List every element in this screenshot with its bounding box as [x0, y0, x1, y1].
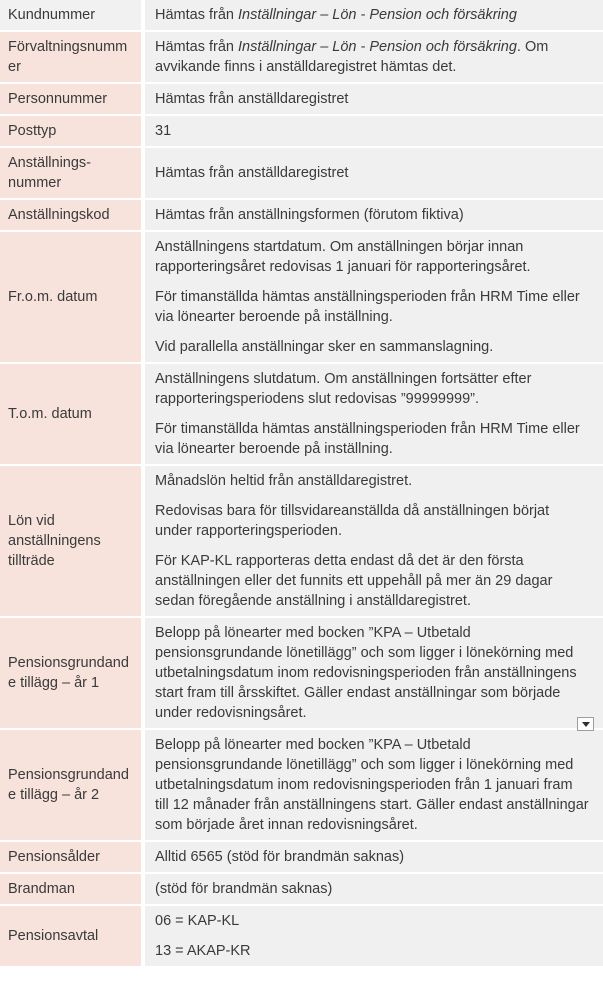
description-paragraph — [155, 5, 589, 25]
description-paragraph: Hämtas från anställdaregistret — [155, 165, 349, 181]
chevron-down-icon — [582, 722, 590, 727]
description-text: . Om avvikande finns i anställdaregistret hämtas det. — [155, 39, 549, 75]
row-label-cell — [0, 232, 141, 362]
description-paragraph: Anställningens slutdatum. Om anställningen fortsätter efter rapporteringsperiodens slut redovisas ”99999999”. — [155, 371, 532, 407]
row-description-cell — [145, 730, 603, 840]
description-paragraph: För KAP-KL rapporteras detta endast då det är den första anställningen eller det funnits ett uppehåll på mer än 29 dagar sedan föregående anställning i anställdaregistret. — [155, 553, 553, 609]
table-row-pensionsavtal — [0, 906, 603, 966]
row-description-cell — [145, 200, 603, 230]
row-description-cell — [145, 364, 603, 464]
description-paragraph: Vid parallella anställningar sker en sammanslagning. — [155, 339, 494, 355]
description-paragraph: Redovisas bara för tillsvidareanställda då anställningen börjat under rapporteringsperioden. — [155, 503, 550, 539]
row-label-cell — [0, 148, 141, 198]
row-label: Pensionsgrundande tillägg – år 1 — [8, 655, 129, 691]
row-label-cell — [0, 874, 141, 904]
description-paragraph: För timanställda hämtas anställningsperioden från HRM Time eller via lönearter beroende på inställning. — [155, 289, 580, 325]
row-description-cell — [145, 32, 603, 82]
description-paragraph: 13 = AKAP-KR — [155, 943, 251, 959]
row-label-cell — [0, 200, 141, 230]
description-paragraph: Hämtas från anställningsformen (förutom fiktiva) — [155, 207, 464, 223]
row-label-cell — [0, 0, 141, 30]
table-row-posttyp — [0, 116, 603, 146]
row-description-cell — [145, 148, 603, 198]
row-description-cell — [145, 466, 603, 616]
description-paragraph: 06 = KAP-KL — [155, 913, 240, 929]
description-paragraph: 31 — [155, 123, 172, 139]
row-description-cell — [145, 84, 603, 114]
row-label-cell — [0, 84, 141, 114]
description-paragraph: Hämtas från anställdaregistret — [155, 91, 349, 107]
row-label: Anställningskod — [8, 207, 110, 223]
row-label: Kundnummer — [8, 7, 96, 23]
row-label: Anställnings-nummer — [8, 155, 92, 191]
table-row-pensionsgrundande-tillagg-ar-2 — [0, 730, 603, 840]
description-text: Hämtas från — [155, 39, 238, 55]
row-description-cell — [145, 618, 603, 728]
row-label: Lön vid anställningens tillträde — [8, 513, 101, 569]
row-label-cell — [0, 730, 141, 840]
row-description-cell — [145, 874, 603, 904]
description-paragraph: För timanställda hämtas anställningsperioden från HRM Time eller via lönearter beroende på inställning. — [155, 421, 580, 457]
row-description-cell — [145, 116, 603, 146]
row-description-cell — [145, 232, 603, 362]
row-label-cell — [0, 842, 141, 872]
row-label-cell — [0, 618, 141, 728]
description-paragraph: Alltid 6565 (stöd för brandmän saknas) — [155, 849, 405, 865]
dropdown-button[interactable] — [577, 717, 594, 731]
table-row-pensionsgrundande-tillagg-ar-1 — [0, 618, 603, 728]
table-row-anstallningskod — [0, 200, 603, 230]
table-row-kundnummer — [0, 0, 603, 30]
row-label: T.o.m. datum — [8, 406, 92, 422]
description-paragraph: Belopp på lönearter med bocken ”KPA – Utbetald pensionsgrundande lönetillägg” och som ligger i lönekörning med utbetalningsdatum inom redovisningsperioden från 1 januari fram till 12 månader från anställningens start. Gäller endast anställningar som började året innan redovisningsåret. — [155, 737, 589, 833]
row-description-cell — [145, 842, 603, 872]
table-row-brandman — [0, 874, 603, 904]
row-label-cell — [0, 466, 141, 616]
description-paragraph: Månadslön heltid från anställdaregistret. — [155, 473, 413, 489]
row-label: Fr.o.m. datum — [8, 289, 98, 305]
description-italic-text: Inställningar – Lön - Pension och försäkring — [238, 7, 517, 23]
row-label-cell — [0, 364, 141, 464]
row-label: Pensionsavtal — [8, 928, 99, 944]
table-row-lon-vid-anstallningens-tilltrade — [0, 466, 603, 616]
description-paragraph: Belopp på lönearter med bocken ”KPA – Utbetald pensionsgrundande lönetillägg” och som ligger i lönekörning med utbetalningsdatum inom redovisningsperioden från anställningens start fram till årsskiftet. Gäller endast anställningar som började under redovisningsåret. — [155, 625, 577, 721]
table-row-anstallningsnummer — [0, 148, 603, 198]
table-row-personnummer — [0, 84, 603, 114]
description-paragraph: Anställningens startdatum. Om anställningen börjar innan rapporteringsåret redovisas 1 januari för rapporteringsåret. — [155, 239, 531, 275]
row-label: Förvaltningsnummer — [8, 39, 128, 75]
row-label: Brandman — [8, 881, 75, 897]
table-row-pensionsalder — [0, 842, 603, 872]
row-description-cell — [145, 906, 603, 966]
table-row-tom-datum — [0, 364, 603, 464]
row-description-cell — [145, 0, 603, 30]
row-label: Pensionsålder — [8, 849, 100, 865]
row-label: Posttyp — [8, 123, 57, 139]
description-text: Hämtas från — [155, 7, 238, 23]
row-label-cell — [0, 116, 141, 146]
description-paragraph — [155, 37, 589, 77]
table-row-forvaltningsnummer — [0, 32, 603, 82]
row-label: Personnummer — [8, 91, 108, 107]
table-row-from-datum — [0, 232, 603, 362]
description-italic-text: Inställningar – Lön - Pension och försäkring — [238, 39, 517, 55]
description-paragraph: (stöd för brandmän saknas) — [155, 881, 333, 897]
row-label: Pensionsgrundande tillägg – år 2 — [8, 767, 129, 803]
row-label-cell — [0, 32, 141, 82]
row-label-cell — [0, 906, 141, 966]
